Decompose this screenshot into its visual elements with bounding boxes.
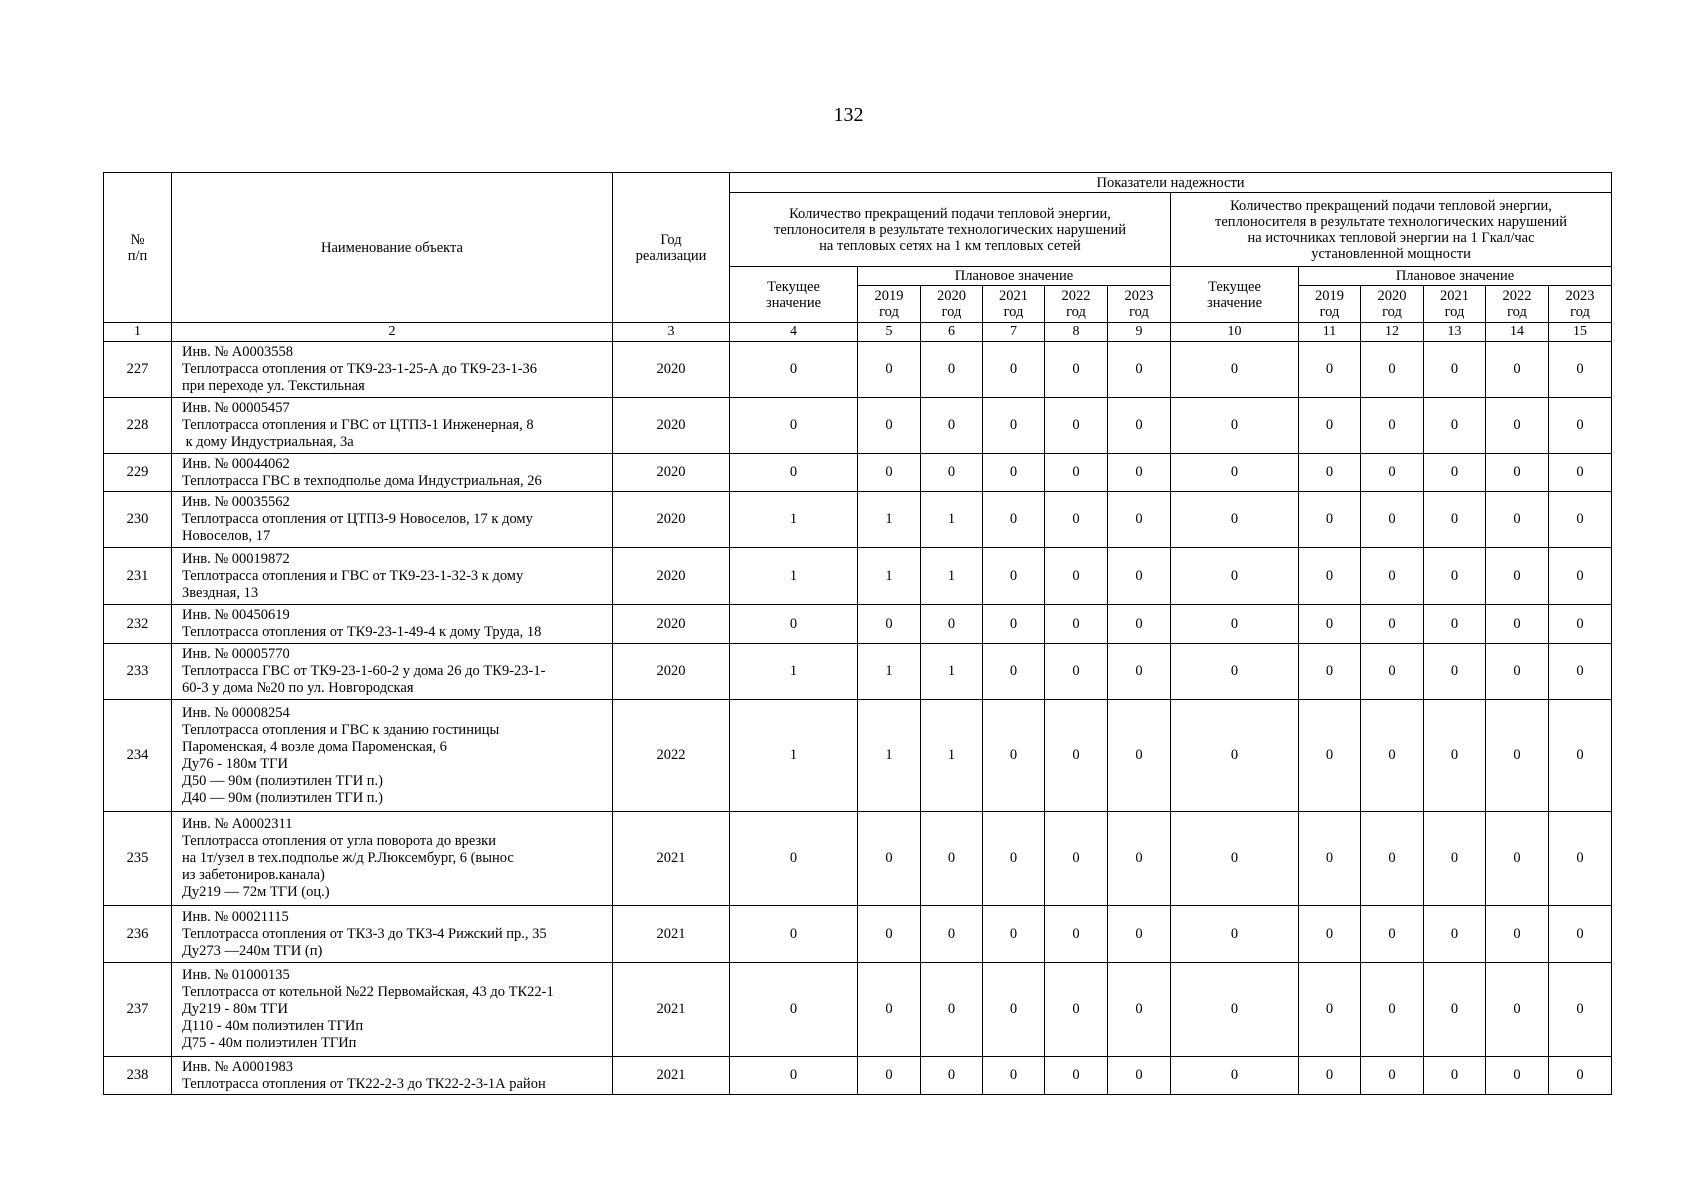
- header-year-b-4: 2023 год: [1549, 286, 1612, 323]
- value-cell-11: 0: [1299, 492, 1361, 548]
- object-name-line: на 1т/узел в тех.подполье ж/д Р.Люксембург, 6 (вынос: [182, 850, 514, 866]
- value-cell-10: 0: [1171, 492, 1299, 548]
- value-cell-5: 0: [858, 1057, 921, 1095]
- value-cell-13: 0: [1424, 342, 1486, 398]
- object-name-line: Теплотрасса от котельной №22 Первомайская, 43 до ТК22-1: [182, 984, 554, 1000]
- object-name-line: Инв. № 01000135: [182, 967, 290, 983]
- column-numbers-row: [104, 323, 1612, 342]
- value-cell-5: 0: [858, 605, 921, 644]
- value-cell-15: 0: [1549, 700, 1612, 812]
- header-reliability-label: Показатели надежности: [1096, 174, 1245, 191]
- header-year-b-3: 2022 год: [1486, 286, 1549, 323]
- value-cell-11: 0: [1299, 342, 1361, 398]
- value-cell-11: 0: [1299, 644, 1361, 700]
- header-planned-b-label: Плановое значение: [1395, 268, 1515, 284]
- header-group-b-label: Количество прекращений подачи тепловой энергии, теплоносителя в результате технологических нарушений на источниках тепловой энергии на 1 Гкал/час установленной мощности: [1215, 197, 1567, 262]
- object-name: [172, 342, 613, 398]
- value-cell-4: 0: [730, 398, 858, 454]
- value-cell-13: 0: [1424, 644, 1486, 700]
- value-cell-6: 1: [921, 644, 983, 700]
- object-name-line: Звездная, 13: [182, 584, 259, 601]
- column-number-4: 4: [730, 323, 858, 342]
- table-row: [104, 1057, 1612, 1095]
- implementation-year: 2020: [613, 342, 730, 398]
- value-cell-5: 0: [858, 812, 921, 906]
- value-cell-8: 0: [1045, 605, 1108, 644]
- value-cell-14: 0: [1486, 605, 1549, 644]
- value-cell-14: 0: [1486, 548, 1549, 605]
- value-cell-14: 0: [1486, 398, 1549, 454]
- column-number-15: 15: [1549, 323, 1612, 342]
- object-name-line: Инв. № 00021115: [182, 908, 289, 925]
- value-cell-8: 0: [1045, 644, 1108, 700]
- row-number: 229: [104, 454, 172, 492]
- object-name: [172, 492, 613, 548]
- value-cell-9: 0: [1108, 398, 1171, 454]
- value-cell-4: 0: [730, 1057, 858, 1095]
- value-cell-9: 0: [1108, 454, 1171, 492]
- value-cell-10: 0: [1171, 342, 1299, 398]
- value-cell-13: 0: [1424, 700, 1486, 812]
- value-cell-12: 0: [1361, 1057, 1424, 1095]
- header-num-label: № п/п: [127, 231, 148, 264]
- header-current-b: [1171, 267, 1299, 323]
- header-current-a-label: Текущее значение: [765, 278, 822, 311]
- value-cell-12: 0: [1361, 644, 1424, 700]
- column-number-1: 1: [104, 323, 172, 342]
- value-cell-6: 0: [921, 812, 983, 906]
- header-year-label: Год реализации: [635, 231, 707, 264]
- implementation-year: 2021: [613, 812, 730, 906]
- value-cell-7: 0: [983, 605, 1045, 644]
- row-number: 230: [104, 492, 172, 548]
- value-cell-9: 0: [1108, 492, 1171, 548]
- object-name: [172, 605, 613, 644]
- value-cell-4: 0: [730, 605, 858, 644]
- table-row: [104, 492, 1612, 548]
- object-name-line: к дому Индустриальная, 3а: [182, 434, 354, 450]
- value-cell-11: 0: [1299, 454, 1361, 492]
- value-cell-12: 0: [1361, 963, 1424, 1057]
- value-cell-15: 0: [1549, 1057, 1612, 1095]
- column-number-13: 13: [1424, 323, 1486, 342]
- object-name-line: Теплотрасса отопления и ГВС к зданию гостиницы: [182, 721, 500, 738]
- implementation-year: 2020: [613, 605, 730, 644]
- column-number-11: 11: [1299, 323, 1361, 342]
- table-row: [104, 342, 1612, 398]
- value-cell-14: 0: [1486, 812, 1549, 906]
- column-number-12: 12: [1361, 323, 1424, 342]
- value-cell-4: 0: [730, 812, 858, 906]
- object-name: [172, 548, 613, 605]
- value-cell-12: 0: [1361, 812, 1424, 906]
- value-cell-5: 0: [858, 963, 921, 1057]
- header-reliability: [730, 173, 1612, 193]
- object-name-line: Инв. № А0002311: [182, 816, 293, 832]
- object-name-line: Пароменская, 4 возле дома Пароменская, 6: [182, 738, 447, 755]
- value-cell-6: 0: [921, 963, 983, 1057]
- object-name: [172, 1057, 613, 1095]
- object-name-line: Д50 — 90м (полиэтилен ТГИ п.): [182, 772, 384, 789]
- object-name-line: Инв. № 00008254: [182, 704, 290, 721]
- value-cell-6: 0: [921, 342, 983, 398]
- value-cell-5: 0: [858, 398, 921, 454]
- value-cell-9: 0: [1108, 548, 1171, 605]
- table-row: [104, 812, 1612, 906]
- header-planned-b: [1299, 267, 1612, 286]
- value-cell-13: 0: [1424, 454, 1486, 492]
- table-row: [104, 644, 1612, 700]
- value-cell-12: 0: [1361, 605, 1424, 644]
- value-cell-10: 0: [1171, 812, 1299, 906]
- value-cell-10: 0: [1171, 454, 1299, 492]
- implementation-year: 2020: [613, 644, 730, 700]
- value-cell-6: 1: [921, 548, 983, 605]
- value-cell-6: 1: [921, 700, 983, 812]
- value-cell-11: 0: [1299, 906, 1361, 963]
- object-name-line: Ду219 — 72м ТГИ (оц.): [182, 884, 330, 900]
- object-name-line: Д40 — 90м (полиэтилен ТГИ п.): [182, 789, 384, 806]
- header-year-a-2: 2021 год: [983, 286, 1045, 323]
- row-number: 228: [104, 398, 172, 454]
- row-number: 233: [104, 644, 172, 700]
- object-name-line: Инв. № А0003558: [182, 344, 294, 360]
- value-cell-9: 0: [1108, 963, 1171, 1057]
- value-cell-12: 0: [1361, 492, 1424, 548]
- value-cell-5: 0: [858, 906, 921, 963]
- column-number-3: 3: [613, 323, 730, 342]
- header-year-b-0: 2019 год: [1299, 286, 1361, 323]
- header-year-b-1: 2020 год: [1361, 286, 1424, 323]
- value-cell-10: 0: [1171, 398, 1299, 454]
- table-row: [104, 906, 1612, 963]
- value-cell-5: 1: [858, 492, 921, 548]
- value-cell-8: 0: [1045, 548, 1108, 605]
- object-name-line: Ду76 - 180м ТГИ: [182, 755, 288, 772]
- value-cell-15: 0: [1549, 605, 1612, 644]
- implementation-year: 2020: [613, 454, 730, 492]
- value-cell-8: 0: [1045, 492, 1108, 548]
- value-cell-12: 0: [1361, 454, 1424, 492]
- value-cell-14: 0: [1486, 963, 1549, 1057]
- header-year-a-0: 2019 год: [858, 286, 921, 323]
- value-cell-8: 0: [1045, 398, 1108, 454]
- header-year: [613, 173, 730, 323]
- object-name-line: Инв. № 00035562: [182, 494, 290, 510]
- table-row: [104, 963, 1612, 1057]
- value-cell-4: 0: [730, 906, 858, 963]
- value-cell-15: 0: [1549, 342, 1612, 398]
- row-number: 234: [104, 700, 172, 812]
- page-number: 132: [833, 104, 864, 126]
- header-planned-a-label: Плановое значение: [954, 268, 1074, 284]
- table-row: [104, 398, 1612, 454]
- value-cell-8: 0: [1045, 342, 1108, 398]
- value-cell-13: 0: [1424, 963, 1486, 1057]
- value-cell-7: 0: [983, 963, 1045, 1057]
- value-cell-7: 0: [983, 906, 1045, 963]
- column-number-9: 9: [1108, 323, 1171, 342]
- value-cell-9: 0: [1108, 812, 1171, 906]
- header-year-a-4: 2023 год: [1108, 286, 1171, 323]
- value-cell-6: 0: [921, 398, 983, 454]
- object-name-line: Ду273 —240м ТГИ (п): [182, 942, 323, 959]
- value-cell-9: 0: [1108, 605, 1171, 644]
- table-row: [104, 548, 1612, 605]
- value-cell-11: 0: [1299, 548, 1361, 605]
- value-cell-8: 0: [1045, 454, 1108, 492]
- column-number-14: 14: [1486, 323, 1549, 342]
- object-name-line: Теплотрасса отопления от ТК22-2-3 до ТК22-2-3-1А район: [182, 1075, 546, 1092]
- value-cell-11: 0: [1299, 812, 1361, 906]
- value-cell-7: 0: [983, 1057, 1045, 1095]
- column-number-6: 6: [921, 323, 983, 342]
- implementation-year: 2021: [613, 906, 730, 963]
- object-name: [172, 398, 613, 454]
- row-number: 231: [104, 548, 172, 605]
- value-cell-4: 0: [730, 454, 858, 492]
- value-cell-7: 0: [983, 644, 1045, 700]
- column-number-2: 2: [172, 323, 613, 342]
- value-cell-15: 0: [1549, 492, 1612, 548]
- value-cell-15: 0: [1549, 398, 1612, 454]
- value-cell-7: 0: [983, 342, 1045, 398]
- column-number-8: 8: [1045, 323, 1108, 342]
- implementation-year: 2021: [613, 963, 730, 1057]
- value-cell-4: 0: [730, 342, 858, 398]
- value-cell-7: 0: [983, 812, 1045, 906]
- object-name-line: Инв. № 00005457: [182, 400, 290, 416]
- value-cell-13: 0: [1424, 906, 1486, 963]
- value-cell-6: 1: [921, 492, 983, 548]
- value-cell-13: 0: [1424, 1057, 1486, 1095]
- object-name: [172, 906, 613, 963]
- value-cell-7: 0: [983, 548, 1045, 605]
- value-cell-14: 0: [1486, 906, 1549, 963]
- row-number: 238: [104, 1057, 172, 1095]
- header-year-a-3: 2022 год: [1045, 286, 1108, 323]
- value-cell-13: 0: [1424, 492, 1486, 548]
- value-cell-10: 0: [1171, 700, 1299, 812]
- value-cell-13: 0: [1424, 548, 1486, 605]
- value-cell-15: 0: [1549, 548, 1612, 605]
- value-cell-15: 0: [1549, 454, 1612, 492]
- table-row: [104, 700, 1612, 812]
- value-cell-5: 1: [858, 644, 921, 700]
- value-cell-10: 0: [1171, 548, 1299, 605]
- implementation-year: 2020: [613, 398, 730, 454]
- value-cell-12: 0: [1361, 548, 1424, 605]
- object-name-line: Теплотрасса отопления и ГВС от ТК9-23-1-32-3 к дому: [182, 567, 524, 584]
- object-name: [172, 700, 613, 812]
- implementation-year: 2021: [613, 1057, 730, 1095]
- object-name-line: Инв. № А0001983: [182, 1058, 294, 1075]
- value-cell-7: 0: [983, 492, 1045, 548]
- object-name: [172, 963, 613, 1057]
- value-cell-14: 0: [1486, 644, 1549, 700]
- value-cell-6: 0: [921, 1057, 983, 1095]
- header-year-b-2: 2021 год: [1424, 286, 1486, 323]
- object-name: [172, 812, 613, 906]
- row-number: 227: [104, 342, 172, 398]
- value-cell-10: 0: [1171, 963, 1299, 1057]
- object-name-line: Теплотрасса ГВС от ТК9-23-1-60-2 у дома 26 до ТК9-23-1-: [182, 663, 546, 679]
- value-cell-10: 0: [1171, 1057, 1299, 1095]
- row-number: 237: [104, 963, 172, 1057]
- object-name: [172, 454, 613, 492]
- value-cell-14: 0: [1486, 454, 1549, 492]
- header-planned-a: [858, 267, 1171, 286]
- object-name-line: Инв. № 00019872: [182, 550, 290, 567]
- header-current-b-label: Текущее значение: [1206, 278, 1263, 311]
- value-cell-6: 0: [921, 605, 983, 644]
- value-cell-4: 1: [730, 644, 858, 700]
- value-cell-10: 0: [1171, 906, 1299, 963]
- value-cell-8: 0: [1045, 812, 1108, 906]
- value-cell-11: 0: [1299, 1057, 1361, 1095]
- header-group-a: [730, 193, 1171, 267]
- value-cell-6: 0: [921, 454, 983, 492]
- implementation-year: 2020: [613, 492, 730, 548]
- value-cell-10: 0: [1171, 644, 1299, 700]
- column-number-5: 5: [858, 323, 921, 342]
- value-cell-7: 0: [983, 700, 1045, 812]
- value-cell-5: 0: [858, 342, 921, 398]
- column-number-10: 10: [1171, 323, 1299, 342]
- object-name-line: Теплотрасса ГВС в техподполье дома Индустриальная, 26: [182, 472, 542, 489]
- value-cell-6: 0: [921, 906, 983, 963]
- row-number: 232: [104, 605, 172, 644]
- object-name-line: Теплотрасса отопления от ТК9-23-1-49-4 к дому Труда, 18: [182, 624, 542, 640]
- header-num: [104, 173, 172, 323]
- value-cell-8: 0: [1045, 700, 1108, 812]
- value-cell-7: 0: [983, 454, 1045, 492]
- value-cell-14: 0: [1486, 342, 1549, 398]
- object-name-line: Инв. № 00044062: [182, 455, 290, 472]
- value-cell-9: 0: [1108, 906, 1171, 963]
- object-name-line: Теплотрасса отопления и ГВС от ЦТП3-1 Инженерная, 8: [182, 417, 534, 433]
- object-name: [172, 644, 613, 700]
- value-cell-15: 0: [1549, 644, 1612, 700]
- value-cell-4: 1: [730, 548, 858, 605]
- value-cell-8: 0: [1045, 1057, 1108, 1095]
- value-cell-14: 0: [1486, 1057, 1549, 1095]
- header-group-b: [1171, 193, 1612, 267]
- reliability-table: [103, 172, 1612, 1095]
- value-cell-4: 0: [730, 963, 858, 1057]
- value-cell-5: 0: [858, 454, 921, 492]
- value-cell-7: 0: [983, 398, 1045, 454]
- column-number-7: 7: [983, 323, 1045, 342]
- object-name-line: Инв. № 00005770: [182, 646, 290, 662]
- value-cell-11: 0: [1299, 700, 1361, 812]
- object-name-line: Теплотрасса отопления от ТК9-23-1-25-А до ТК9-23-1-36: [182, 361, 538, 377]
- value-cell-9: 0: [1108, 342, 1171, 398]
- value-cell-11: 0: [1299, 398, 1361, 454]
- value-cell-15: 0: [1549, 812, 1612, 906]
- object-name-line: Инв. № 00450619: [182, 607, 290, 623]
- table-row: [104, 454, 1612, 492]
- value-cell-12: 0: [1361, 906, 1424, 963]
- value-cell-5: 1: [858, 548, 921, 605]
- value-cell-11: 0: [1299, 963, 1361, 1057]
- value-cell-8: 0: [1045, 963, 1108, 1057]
- value-cell-12: 0: [1361, 342, 1424, 398]
- value-cell-13: 0: [1424, 398, 1486, 454]
- value-cell-13: 0: [1424, 812, 1486, 906]
- object-name-line: Ду219 - 80м ТГИ: [182, 1001, 288, 1017]
- value-cell-12: 0: [1361, 398, 1424, 454]
- object-name-line: Теплотрасса отопления от ЦТП3-9 Новоселов, 17 к дому: [182, 511, 533, 527]
- object-name-line: 60-3 у дома №20 по ул. Новгородская: [182, 680, 414, 696]
- value-cell-10: 0: [1171, 605, 1299, 644]
- value-cell-11: 0: [1299, 605, 1361, 644]
- header-name-label: Наименование объекта: [321, 239, 463, 256]
- value-cell-8: 0: [1045, 906, 1108, 963]
- value-cell-14: 0: [1486, 492, 1549, 548]
- value-cell-4: 1: [730, 700, 858, 812]
- table-row: [104, 605, 1612, 644]
- value-cell-15: 0: [1549, 963, 1612, 1057]
- value-cell-14: 0: [1486, 700, 1549, 812]
- header-current-a: [730, 267, 858, 323]
- object-name-line: Теплотрасса отопления от угла поворота до врезки: [182, 833, 496, 849]
- value-cell-9: 0: [1108, 700, 1171, 812]
- object-name-line: Д110 - 40м полиэтилен ТГИп: [182, 1018, 364, 1034]
- value-cell-4: 1: [730, 492, 858, 548]
- value-cell-13: 0: [1424, 605, 1486, 644]
- object-name-line: Теплотрасса отопления от ТК3-3 до ТК3-4 Рижский пр., 35: [182, 925, 547, 942]
- value-cell-12: 0: [1361, 700, 1424, 812]
- header-name: [172, 173, 613, 323]
- value-cell-9: 0: [1108, 644, 1171, 700]
- value-cell-5: 1: [858, 700, 921, 812]
- object-name-line: Д75 - 40м полиэтилен ТГИп: [182, 1035, 357, 1051]
- implementation-year: 2022: [613, 700, 730, 812]
- object-name-line: из забетониров.канала): [182, 867, 325, 883]
- header-group-a-label: Количество прекращений подачи тепловой энергии, теплоносителя в результате технологических нарушений на тепловых сетях на 1 км тепловых сетей: [774, 205, 1126, 254]
- value-cell-15: 0: [1549, 906, 1612, 963]
- value-cell-9: 0: [1108, 1057, 1171, 1095]
- object-name-line: при переходе ул. Текстильная: [182, 378, 365, 394]
- implementation-year: 2020: [613, 548, 730, 605]
- row-number: 236: [104, 906, 172, 963]
- object-name-line: Новоселов, 17: [182, 528, 271, 544]
- row-number: 235: [104, 812, 172, 906]
- header-year-a-1: 2020 год: [921, 286, 983, 323]
